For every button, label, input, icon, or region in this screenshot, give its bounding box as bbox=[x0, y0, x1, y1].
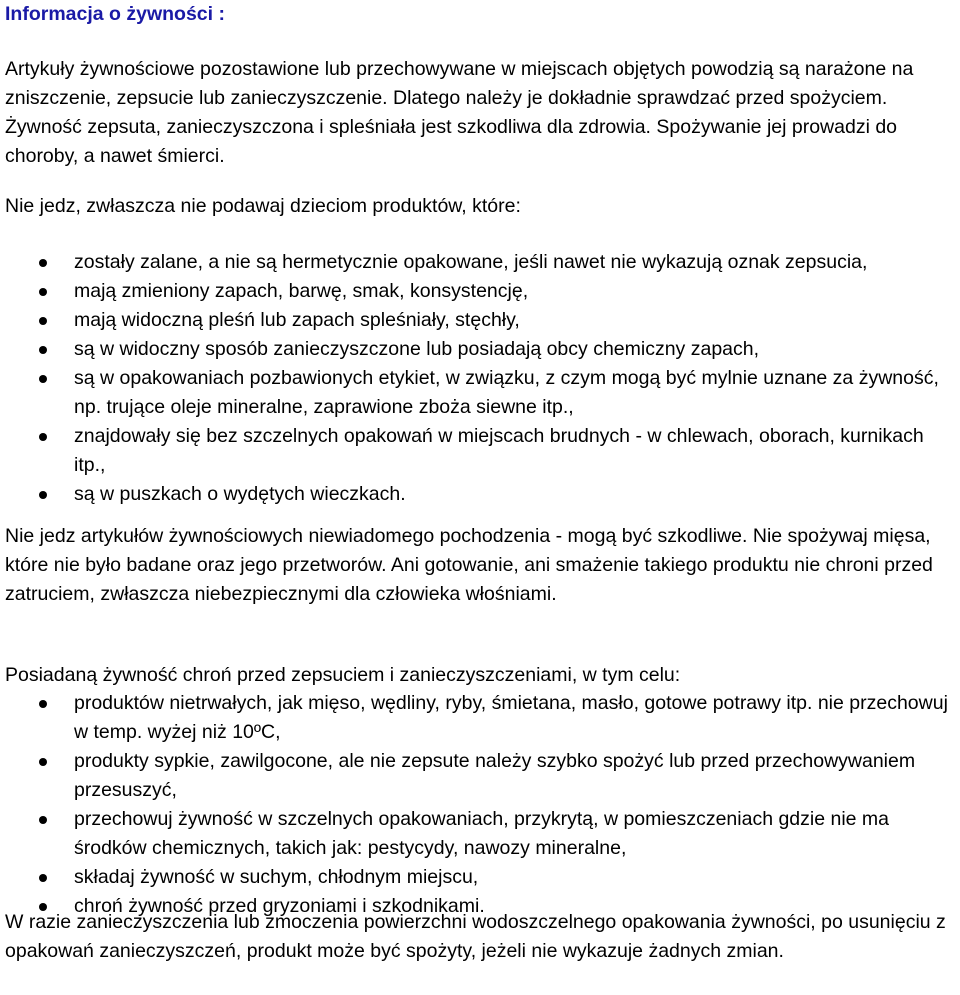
list-item: produkty sypkie, zawilgocone, ale nie zepsute należy szybko spożyć lub przed przechowywaniem przesuszyć, bbox=[0, 747, 955, 805]
bullet-icon bbox=[39, 346, 47, 354]
list-item: mają zmieniony zapach, barwę, smak, konsystencję, bbox=[0, 277, 955, 306]
list-item: produktów nietrwałych, jak mięso, wędliny, ryby, śmietana, masło, gotowe potrawy itp. nie przechowuj w temp. wyżej niż 10ºC, bbox=[0, 689, 955, 747]
list-item: składaj żywność w suchym, chłodnym miejscu, bbox=[0, 863, 955, 892]
list-item: zostały zalane, a nie są hermetycznie opakowane, jeśli nawet nie wykazują oznak zepsucia, bbox=[0, 248, 955, 277]
bullet-icon bbox=[39, 874, 47, 882]
bullet-icon bbox=[39, 317, 47, 325]
list-item: chroń żywność przed gryzoniami i szkodnikami. bbox=[0, 892, 955, 921]
protect-list bbox=[0, 689, 955, 921]
list-item: znajdowały się bez szczelnych opakowań w miejscach brudnych - w chlewach, oborach, kurnikach itp., bbox=[0, 422, 955, 480]
list-item: są w opakowaniach pozbawionych etykiet, w związku, z czym mogą być mylnie uznane za żywność, np. trujące oleje mineralne, zaprawione zboża siewne itp., bbox=[0, 364, 955, 422]
bullet-icon bbox=[39, 433, 47, 441]
dont-eat-intro: Nie jedz, zwłaszcza nie podawaj dzieciom produktów, które: bbox=[5, 195, 521, 217]
list-item: są w puszkach o wydętych wieczkach. bbox=[0, 480, 955, 509]
dont-eat-list bbox=[0, 248, 955, 509]
list-item: mają widoczną pleśń lub zapach spleśniały, stęchły, bbox=[0, 306, 955, 335]
bullet-icon bbox=[39, 758, 47, 766]
bullet-icon bbox=[39, 288, 47, 296]
bullet-icon bbox=[39, 491, 47, 499]
list-item: są w widoczny sposób zanieczyszczone lub posiadają obcy chemiczny zapach, bbox=[0, 335, 955, 364]
unknown-origin-paragraph: Nie jedz artykułów żywnościowych niewiadomego pochodzenia - mogą być szkodliwe. Nie spożywaj mięsa, które nie było badane oraz jego przetworów. Ani gotowanie, ani smażenie takiego produktu nie chroni przed zatruciem, zwłaszcza niebezpiecznymi dla człowieka włośniami. bbox=[5, 525, 933, 605]
bullet-icon bbox=[39, 700, 47, 708]
list-item: przechowuj żywność w szczelnych opakowaniach, przykrytą, w pomieszczeniach gdzie nie ma środków chemicznych, takich jak: pestycydy, nawozy mineralne, bbox=[0, 805, 955, 863]
intro-paragraph: Artykuły żywnościowe pozostawione lub przechowywane w miejscach objętych powodzią są narażone na zniszczenie, zepsucie lub zanieczyszczenie. Dlatego należy je dokładnie sprawdzać przed spożyciem. Żywność zepsuta, zanieczyszczona i spleśniała jest szkodliwa dla zdrowia. Spożywanie jej prowadzi do choroby, a nawet śmierci. bbox=[5, 58, 914, 167]
bullet-icon bbox=[39, 816, 47, 824]
protect-intro: Posiadaną żywność chroń przed zepsuciem i zanieczyszczeniami, w tym celu: bbox=[5, 664, 681, 686]
bullet-icon bbox=[39, 375, 47, 383]
page-title: Informacja o żywności : bbox=[5, 3, 225, 25]
bullet-icon bbox=[39, 259, 47, 267]
contamination-paragraph: W razie zanieczyszczenia lub zmoczenia powierzchni wodoszczelnego opakowania żywności, po usunięciu z opakowań zanieczyszczeń, produkt może być spożyty, jeżeli nie wykazuje żadnych zmian. bbox=[5, 911, 946, 962]
